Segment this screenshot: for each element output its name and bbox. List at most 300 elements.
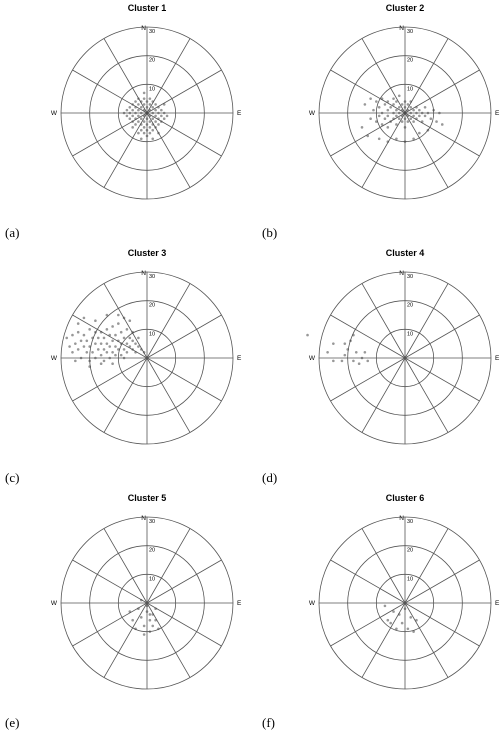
- data-point: [427, 129, 430, 132]
- data-point: [404, 106, 407, 109]
- data-point: [392, 610, 395, 613]
- data-point: [74, 342, 77, 345]
- data-point: [401, 103, 404, 106]
- data-point: [117, 322, 120, 325]
- data-point: [143, 120, 146, 123]
- data-point: [111, 351, 114, 354]
- data-point: [398, 112, 401, 115]
- spoke-4: [405, 603, 479, 646]
- data-point: [137, 132, 140, 135]
- radial-tick-label-10: 10: [149, 576, 156, 583]
- data-point: [140, 117, 143, 120]
- data-point: [381, 112, 384, 115]
- chart-title: Cluster 4: [385, 248, 425, 258]
- data-point: [103, 337, 106, 340]
- data-point: [421, 112, 424, 115]
- data-point: [395, 100, 398, 103]
- data-point: [123, 348, 126, 351]
- data-point: [157, 628, 160, 631]
- chart-title: Cluster 3: [127, 248, 167, 258]
- spoke-5: [405, 358, 448, 432]
- data-point: [97, 337, 100, 340]
- data-point: [134, 123, 137, 126]
- data-point: [358, 362, 361, 365]
- data-point: [129, 112, 132, 115]
- data-point: [409, 117, 412, 120]
- data-point: [94, 331, 97, 334]
- data-point: [140, 106, 143, 109]
- data-point: [421, 120, 424, 123]
- radial-tick-label-20: 20: [149, 547, 156, 554]
- data-point: [401, 120, 404, 123]
- data-point: [381, 123, 384, 126]
- data-point: [154, 115, 157, 118]
- data-point: [111, 362, 114, 365]
- data-point: [387, 115, 390, 118]
- data-point: [134, 112, 137, 115]
- panel-label-b: (b): [262, 225, 278, 240]
- data-point: [163, 117, 166, 120]
- data-point: [149, 115, 152, 118]
- data-point: [427, 112, 430, 115]
- radial-tick-label-20: 20: [149, 302, 156, 309]
- data-point: [387, 100, 390, 103]
- data-point: [88, 365, 91, 368]
- polar-plot-cluster-1: [0, 0, 250, 245]
- data-point: [106, 342, 109, 345]
- spoke-7: [104, 358, 147, 432]
- chart-title: Cluster 5: [127, 493, 167, 503]
- data-point: [404, 607, 407, 610]
- data-point: [415, 117, 418, 120]
- data-point: [384, 117, 387, 120]
- radial-tick-label-30: 30: [149, 274, 156, 280]
- compass-west: W: [308, 600, 315, 607]
- data-point: [349, 340, 352, 343]
- data-point: [146, 605, 149, 608]
- data-point: [83, 345, 86, 348]
- data-point: [392, 117, 395, 120]
- data-point: [134, 117, 137, 120]
- data-point: [409, 616, 412, 619]
- data-point: [83, 317, 86, 320]
- data-point: [117, 340, 120, 343]
- data-point: [126, 109, 129, 112]
- data-point: [395, 138, 398, 141]
- data-point: [143, 92, 146, 95]
- spoke-5: [147, 358, 190, 432]
- data-point: [137, 115, 140, 118]
- radial-tick-label-30: 30: [407, 519, 414, 525]
- compass-west: W: [50, 355, 57, 362]
- panel-cluster-3: [0, 245, 250, 490]
- data-point: [372, 109, 375, 112]
- data-point: [100, 362, 103, 365]
- data-point: [151, 123, 154, 126]
- spoke-8: [73, 603, 147, 646]
- data-point: [151, 138, 154, 141]
- data-point: [326, 351, 329, 354]
- data-point: [100, 354, 103, 357]
- data-point: [140, 138, 143, 141]
- data-point: [131, 619, 134, 622]
- spoke-7: [362, 113, 405, 187]
- spoke-4: [405, 358, 479, 401]
- data-point: [355, 351, 358, 354]
- data-point: [361, 126, 364, 129]
- data-point: [163, 112, 166, 115]
- data-point: [392, 97, 395, 100]
- data-point: [129, 337, 132, 340]
- data-point: [120, 331, 123, 334]
- compass-east: E: [495, 355, 500, 362]
- data-point: [126, 342, 129, 345]
- data-point: [140, 129, 143, 132]
- data-point: [409, 100, 412, 103]
- spoke-10: [331, 70, 405, 113]
- data-point: [91, 351, 94, 354]
- data-point: [166, 115, 169, 118]
- radial-tick-label-10: 10: [407, 331, 414, 338]
- data-point: [398, 117, 401, 120]
- data-point: [369, 97, 372, 100]
- data-point: [160, 115, 163, 118]
- data-point: [361, 357, 364, 360]
- data-point: [157, 123, 160, 126]
- data-point: [392, 103, 395, 106]
- data-point: [389, 120, 392, 123]
- data-point: [114, 354, 117, 357]
- radial-tick-label-10: 10: [149, 331, 156, 338]
- data-point: [103, 360, 106, 363]
- compass-north: N: [141, 25, 146, 32]
- data-point: [94, 342, 97, 345]
- data-point: [108, 334, 111, 337]
- data-point: [151, 613, 154, 616]
- spoke-1: [405, 529, 448, 603]
- compass-north: N: [399, 270, 404, 277]
- data-point: [395, 115, 398, 118]
- data-point: [140, 123, 143, 126]
- data-point: [131, 115, 134, 118]
- data-point: [111, 340, 114, 343]
- data-point: [143, 351, 146, 354]
- data-point: [123, 357, 126, 360]
- radial-tick-label-10: 10: [407, 86, 414, 93]
- compass-north: N: [141, 270, 146, 277]
- data-point: [140, 100, 143, 103]
- data-point: [134, 100, 137, 103]
- radial-tick-label-20: 20: [149, 57, 156, 64]
- data-point: [154, 607, 157, 610]
- data-point: [131, 348, 134, 351]
- data-point: [134, 628, 137, 631]
- data-point: [389, 106, 392, 109]
- data-point: [157, 117, 160, 120]
- data-point: [332, 342, 335, 345]
- data-point: [149, 132, 152, 135]
- compass-west: W: [50, 110, 57, 117]
- spoke-4: [147, 603, 221, 646]
- radial-tick-label-10: 10: [407, 576, 414, 583]
- compass-east: E: [237, 355, 242, 362]
- data-point: [306, 334, 309, 337]
- radial-tick-label-20: 20: [407, 57, 414, 64]
- data-point: [401, 622, 404, 625]
- radial-tick-label-30: 30: [407, 29, 414, 35]
- data-point: [352, 334, 355, 337]
- radial-tick-label-30: 30: [149, 519, 156, 525]
- data-point: [129, 106, 132, 109]
- data-point: [129, 117, 132, 120]
- data-point: [143, 103, 146, 106]
- data-point: [146, 123, 149, 126]
- data-point: [387, 619, 390, 622]
- data-point: [134, 351, 137, 354]
- data-point: [407, 115, 410, 118]
- panel-cluster-4: [250, 245, 500, 490]
- data-point: [77, 331, 80, 334]
- radial-tick-label-10: 10: [149, 86, 156, 93]
- data-point: [163, 103, 166, 106]
- data-point: [412, 138, 415, 141]
- data-point: [68, 345, 71, 348]
- data-point: [146, 117, 149, 120]
- data-point: [149, 613, 152, 616]
- data-point: [83, 334, 86, 337]
- data-point: [412, 109, 415, 112]
- data-point: [131, 103, 134, 106]
- data-point: [387, 140, 390, 143]
- data-point: [154, 126, 157, 129]
- chart-title: Cluster 2: [385, 3, 425, 13]
- spoke-2: [147, 315, 221, 358]
- spoke-8: [331, 603, 405, 646]
- data-point: [129, 610, 132, 613]
- data-point: [140, 616, 143, 619]
- data-point: [407, 628, 410, 631]
- spoke-2: [405, 560, 479, 603]
- data-point: [412, 630, 415, 633]
- data-point: [131, 120, 134, 123]
- polar-plot-cluster-2: [250, 0, 500, 245]
- data-point: [401, 109, 404, 112]
- data-point: [149, 103, 152, 106]
- panel-label-e: (e): [5, 715, 20, 730]
- data-point: [157, 112, 160, 115]
- data-point: [398, 106, 401, 109]
- data-point: [151, 625, 154, 628]
- spoke-4: [147, 358, 221, 401]
- compass-north: N: [399, 25, 404, 32]
- data-point: [91, 337, 94, 340]
- compass-east: E: [495, 110, 500, 117]
- data-point: [65, 337, 68, 340]
- data-point: [149, 126, 152, 129]
- data-point: [407, 120, 410, 123]
- data-point: [387, 109, 390, 112]
- data-point: [149, 120, 152, 123]
- data-point: [134, 342, 137, 345]
- compass-west: W: [308, 355, 315, 362]
- data-point: [346, 348, 349, 351]
- data-point: [384, 103, 387, 106]
- data-point: [137, 607, 140, 610]
- data-point: [143, 132, 146, 135]
- data-point: [123, 317, 126, 320]
- spoke-1: [405, 284, 448, 358]
- data-point: [129, 345, 132, 348]
- data-point: [378, 115, 381, 118]
- data-point: [154, 120, 157, 123]
- data-point: [154, 109, 157, 112]
- spoke-2: [147, 560, 221, 603]
- data-point: [160, 120, 163, 123]
- data-point: [404, 112, 407, 115]
- data-point: [137, 97, 140, 100]
- radial-tick-label-20: 20: [407, 302, 414, 309]
- spoke-8: [73, 358, 147, 401]
- data-point: [88, 360, 91, 363]
- radial-tick-label-30: 30: [149, 29, 156, 35]
- data-point: [137, 103, 140, 106]
- spoke-7: [362, 358, 405, 432]
- data-point: [140, 599, 143, 602]
- data-point: [108, 357, 111, 360]
- data-point: [140, 112, 143, 115]
- spoke-11: [104, 529, 147, 603]
- data-point: [100, 342, 103, 345]
- chart-title: Cluster 6: [385, 493, 425, 503]
- data-point: [126, 351, 129, 354]
- data-point: [404, 140, 407, 143]
- compass-east: E: [237, 110, 242, 117]
- data-point: [143, 633, 146, 636]
- data-point: [412, 115, 415, 118]
- data-point: [74, 360, 77, 363]
- spoke-10: [331, 560, 405, 603]
- panel-label-a: (a): [5, 225, 20, 240]
- data-point: [151, 106, 154, 109]
- data-point: [143, 97, 146, 100]
- data-point: [71, 334, 74, 337]
- data-point: [151, 112, 154, 115]
- data-point: [106, 314, 109, 317]
- data-point: [366, 135, 369, 138]
- data-point: [157, 106, 160, 109]
- data-point: [94, 319, 97, 322]
- polar-plot-cluster-5: [0, 490, 250, 735]
- data-point: [378, 106, 381, 109]
- data-point: [131, 126, 134, 129]
- data-point: [143, 126, 146, 129]
- spoke-7: [104, 603, 147, 677]
- data-point: [103, 348, 106, 351]
- data-point: [389, 622, 392, 625]
- data-point: [344, 354, 347, 357]
- data-point: [404, 100, 407, 103]
- data-point: [151, 117, 154, 120]
- data-point: [114, 334, 117, 337]
- data-point: [120, 354, 123, 357]
- data-point: [401, 115, 404, 118]
- data-point: [409, 112, 412, 115]
- data-point: [129, 319, 132, 322]
- data-point: [364, 351, 367, 354]
- data-point: [381, 97, 384, 100]
- data-point: [398, 613, 401, 616]
- panel-cluster-5: [0, 490, 250, 735]
- data-point: [71, 351, 74, 354]
- data-point: [332, 360, 335, 363]
- data-point: [146, 610, 149, 613]
- spoke-10: [73, 560, 147, 603]
- spoke-11: [362, 529, 405, 603]
- spoke-8: [331, 358, 405, 401]
- panel-cluster-2: [250, 0, 500, 245]
- data-point: [344, 342, 347, 345]
- spoke-1: [147, 529, 190, 603]
- data-point: [424, 106, 427, 109]
- data-point: [395, 109, 398, 112]
- compass-west: W: [308, 110, 315, 117]
- data-point: [352, 360, 355, 363]
- data-point: [432, 109, 435, 112]
- data-point: [364, 103, 367, 106]
- data-point: [146, 129, 149, 132]
- data-point: [384, 605, 387, 608]
- data-point: [114, 345, 117, 348]
- data-point: [117, 348, 120, 351]
- data-point: [415, 106, 418, 109]
- data-point: [441, 123, 444, 126]
- data-point: [415, 619, 418, 622]
- data-point: [108, 345, 111, 348]
- data-point: [149, 619, 152, 622]
- polar-plot-cluster-3: [0, 245, 250, 490]
- compass-north: N: [399, 515, 404, 522]
- data-point: [131, 340, 134, 343]
- data-point: [137, 109, 140, 112]
- data-point: [106, 351, 109, 354]
- data-point: [146, 100, 149, 103]
- data-point: [409, 106, 412, 109]
- data-point: [418, 115, 421, 118]
- chart-title: Cluster 1: [127, 3, 167, 13]
- radial-tick-label-20: 20: [407, 547, 414, 554]
- spoke-11: [362, 39, 405, 113]
- data-point: [366, 360, 369, 363]
- data-point: [117, 314, 120, 317]
- data-point: [123, 337, 126, 340]
- compass-west: W: [50, 600, 57, 607]
- data-point: [126, 328, 129, 331]
- data-point: [123, 112, 126, 115]
- polar-plot-cluster-4: [250, 245, 500, 490]
- data-point: [395, 123, 398, 126]
- data-point: [404, 126, 407, 129]
- data-point: [375, 100, 378, 103]
- spoke-5: [405, 603, 448, 677]
- data-point: [407, 109, 410, 112]
- data-point: [131, 331, 134, 334]
- data-point: [435, 120, 438, 123]
- panel-label-d: (d): [262, 470, 278, 485]
- data-point: [418, 109, 421, 112]
- data-point: [157, 132, 160, 135]
- data-point: [424, 115, 427, 118]
- panel-label-c: (c): [5, 470, 20, 485]
